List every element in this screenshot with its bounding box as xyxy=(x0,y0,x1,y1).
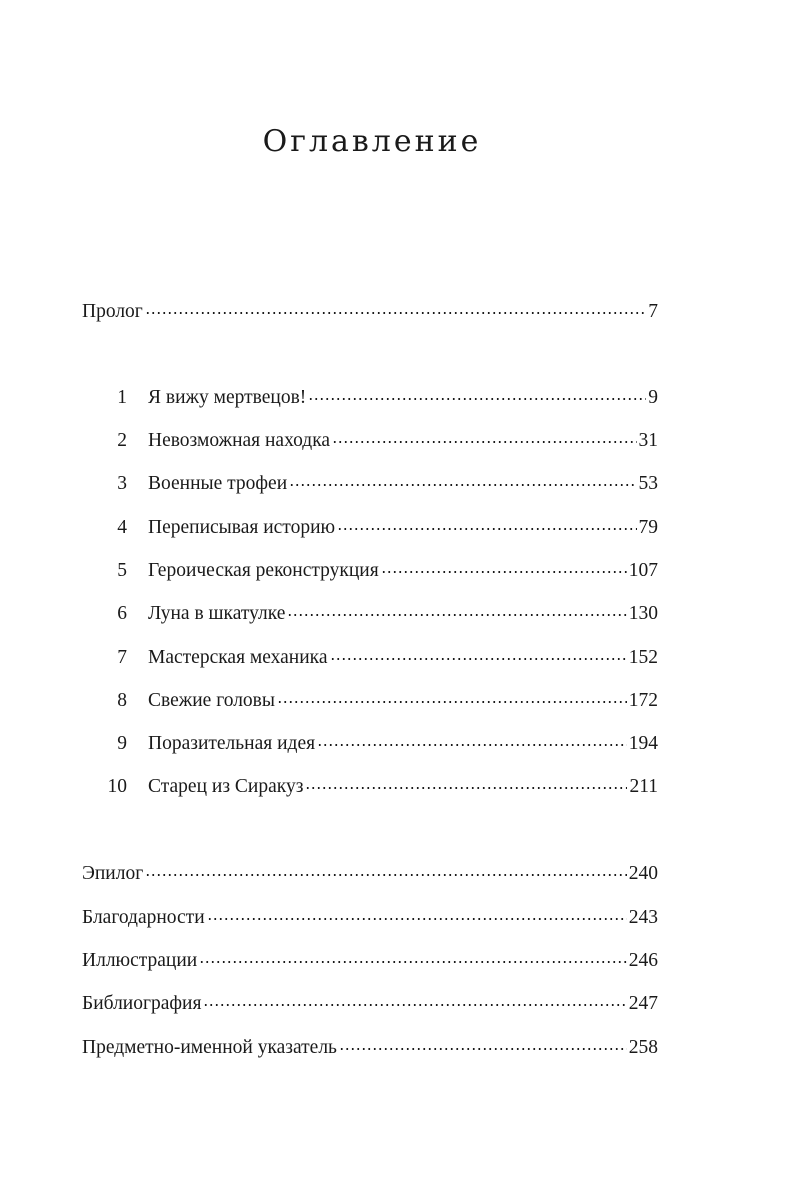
toc-entry-page: 240 xyxy=(628,863,658,884)
dot-leader xyxy=(339,1047,627,1051)
toc-entry-page: 9 xyxy=(648,387,658,408)
toc-entry-page: 246 xyxy=(628,950,658,971)
toc-entry-page: 130 xyxy=(628,603,658,624)
toc-entry-label: Луна в шкатулке xyxy=(148,603,286,624)
toc-entry-page: 172 xyxy=(628,690,658,711)
toc-entry-epilogue[interactable] xyxy=(82,860,658,888)
toc-entry-page: 211 xyxy=(629,776,658,797)
toc-entry-label: Переписывая историю xyxy=(148,517,336,538)
toc-entry-page: 247 xyxy=(628,993,658,1014)
chapter-number: 6 xyxy=(117,603,127,624)
toc-entry-chapter[interactable] xyxy=(82,600,658,628)
dot-leader xyxy=(277,700,627,704)
dot-leader xyxy=(287,613,626,617)
toc-entry-page: 53 xyxy=(638,473,658,494)
toc-entry-label: Библиография xyxy=(82,993,202,1014)
chapter-number: 1 xyxy=(117,387,127,408)
chapter-number: 10 xyxy=(107,776,127,797)
toc-entry-label: Эпилог xyxy=(82,863,144,884)
toc-entry-label: Я вижу мертвецов! xyxy=(148,387,307,408)
page-title: Оглавление xyxy=(262,124,482,159)
toc-entry-page: 7 xyxy=(648,301,658,322)
toc-entry-label: Поразительная идея xyxy=(148,733,316,754)
toc-entry-chapter[interactable] xyxy=(82,730,658,758)
toc-entry-page: 79 xyxy=(638,517,658,538)
toc-entry-page: 107 xyxy=(628,560,658,581)
toc-entry-illustrations[interactable] xyxy=(82,947,658,975)
chapter-number: 7 xyxy=(117,647,127,668)
toc-entry-page: 258 xyxy=(628,1037,658,1058)
dot-leader xyxy=(337,527,636,531)
toc-entry-acknowledgements[interactable] xyxy=(82,904,658,932)
toc-entry-label: Благодарности xyxy=(82,907,205,928)
dot-leader xyxy=(145,311,646,315)
toc-entry-label: Военные трофеи xyxy=(148,473,288,494)
toc-entry-label: Героическая реконструкция xyxy=(148,560,379,581)
toc-entry-page: 243 xyxy=(628,907,658,928)
chapter-number: 8 xyxy=(117,690,127,711)
dot-leader xyxy=(305,786,627,790)
toc-entry-label: Предметно-именной указатель xyxy=(82,1037,337,1058)
toc-entry-label: Старец из Сиракуз xyxy=(148,776,304,797)
toc-entry-chapter[interactable] xyxy=(82,687,658,715)
toc-entry-chapter[interactable] xyxy=(82,644,658,672)
toc-entry-label: Мастерская механика xyxy=(148,647,328,668)
toc-entry-page: 152 xyxy=(628,647,658,668)
toc-entry-chapter[interactable] xyxy=(82,514,658,542)
toc-entry-chapter[interactable] xyxy=(82,557,658,585)
toc-entry-chapter[interactable] xyxy=(82,470,658,498)
dot-leader xyxy=(332,440,636,444)
chapter-number: 9 xyxy=(117,733,127,754)
dot-leader xyxy=(289,483,636,487)
chapter-number: 2 xyxy=(117,430,127,451)
toc-entry-page: 31 xyxy=(638,430,658,451)
toc-entry-label: Иллюстрации xyxy=(82,950,198,971)
toc-entry-index[interactable] xyxy=(82,1034,658,1062)
dot-leader xyxy=(207,917,627,921)
toc-entry-chapter[interactable] xyxy=(82,773,658,801)
chapter-number: 5 xyxy=(117,560,127,581)
dot-leader xyxy=(199,960,627,964)
toc-entry-bibliography[interactable] xyxy=(82,990,658,1018)
toc-entry-chapter[interactable] xyxy=(82,384,658,412)
dot-leader xyxy=(308,397,646,401)
chapter-number: 4 xyxy=(117,517,127,538)
toc-entry-label: Свежие головы xyxy=(148,690,275,711)
dot-leader xyxy=(381,570,627,574)
toc-entry-prologue[interactable] xyxy=(82,298,658,326)
toc-entry-label: Пролог xyxy=(82,301,143,322)
dot-leader xyxy=(203,1003,626,1007)
chapter-number: 3 xyxy=(117,473,127,494)
toc-entry-chapter[interactable] xyxy=(82,427,658,455)
dot-leader xyxy=(145,873,627,877)
toc-entry-label: Невозможная находка xyxy=(148,430,331,451)
dot-leader xyxy=(330,657,627,661)
toc-entry-page: 194 xyxy=(628,733,658,754)
dot-leader xyxy=(317,743,627,747)
